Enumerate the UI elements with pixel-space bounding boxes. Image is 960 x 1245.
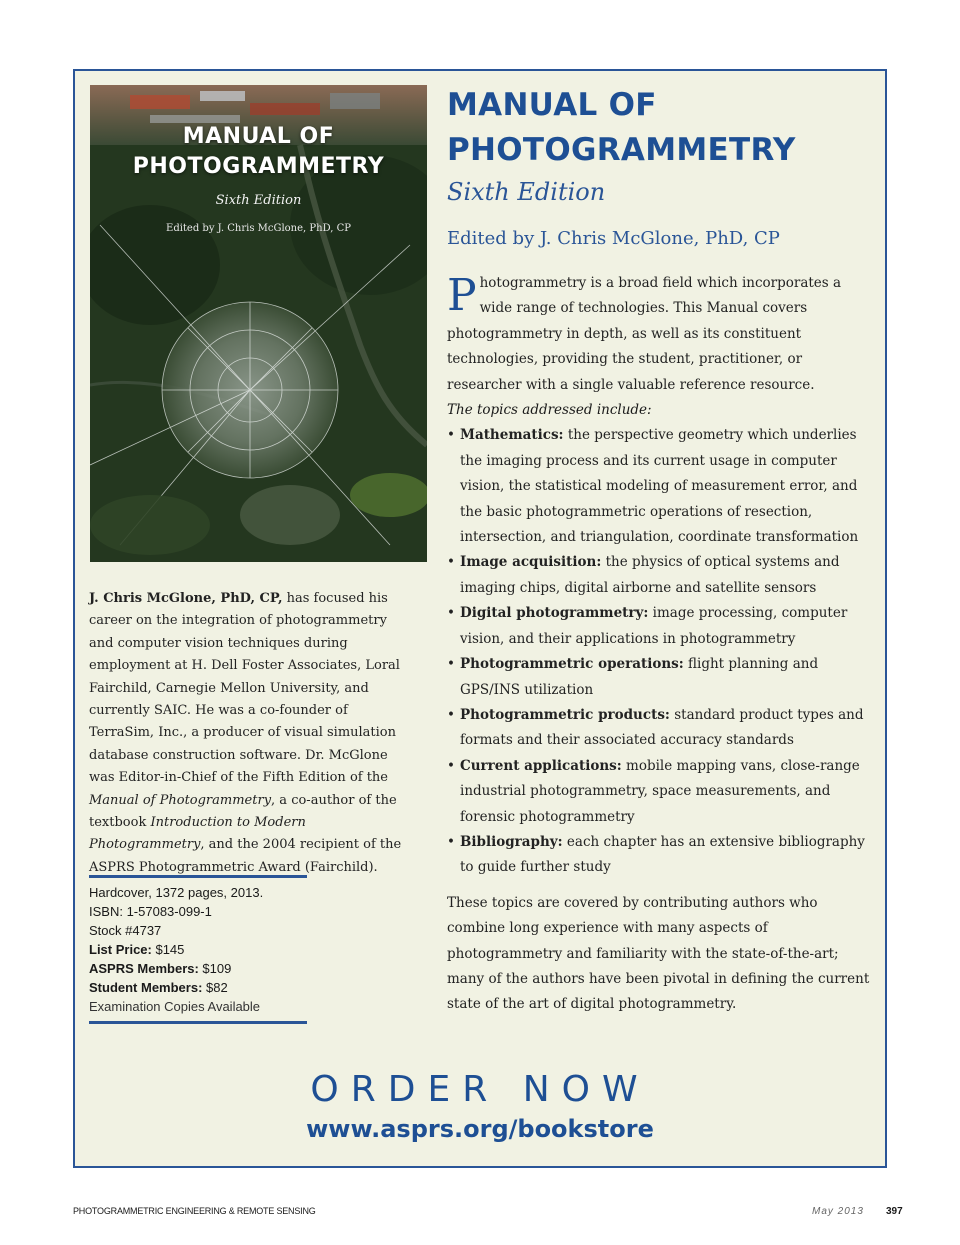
bio-book-1: Manual of Photogrammetry bbox=[89, 792, 272, 808]
specs-bottom-rule bbox=[89, 1021, 307, 1024]
topic-label: Image acquisition: bbox=[460, 554, 602, 571]
topic-label: Current applications: bbox=[460, 757, 622, 774]
book-specs bbox=[89, 883, 329, 1016]
cover-edition: Sixth Edition bbox=[215, 193, 302, 208]
specs-top-rule bbox=[89, 875, 307, 878]
bookstore-link[interactable]: www.asprs.org/bookstore bbox=[306, 1115, 654, 1143]
bio-text-3: , and the 2004 recipient of the ASPRS Photogrammetric Award (Fairchild). bbox=[89, 837, 402, 875]
list-item bbox=[447, 550, 877, 601]
member-price-value: $109 bbox=[198, 961, 232, 976]
topic-text: standard product types and formats and their associated accuracy standards bbox=[460, 706, 864, 749]
bio-text-1: has focused his career on the integration of photogrammetry and computer vision techniques during employment at H. Dell Foster Associates, Loral Fairchild, Carnegie Mellon University, and currently SAIC. He was a co-founder of TerraSim, Inc., a producer of visual simulation database construction software. Dr. McGlone was Editor-in-Chief of the Fifth Edition of the bbox=[89, 591, 400, 786]
topics-list bbox=[447, 423, 877, 880]
topic-label: Mathematics: bbox=[460, 427, 564, 444]
list-item bbox=[447, 754, 877, 830]
list-item bbox=[447, 423, 877, 550]
bio-text-2: , a co-author of the textbook bbox=[89, 792, 397, 831]
topics-heading: The topics addressed include: bbox=[447, 402, 652, 419]
drop-cap: P bbox=[447, 270, 477, 321]
cover-editor: Edited by J. Chris McGlone, PhD, CP bbox=[166, 223, 351, 234]
spec-list-price bbox=[89, 940, 329, 959]
topic-text: each chapter has an extensive bibliography to guide further study bbox=[460, 833, 865, 876]
spec-student-price bbox=[89, 978, 329, 997]
spec-format: Hardcover, 1372 pages, 2013. bbox=[89, 885, 264, 900]
cover-title-line1: MANUAL OF bbox=[182, 124, 335, 149]
student-price-value: $82 bbox=[202, 980, 228, 995]
topic-text: mobile mapping vans, close-range industrial photogrammetry, space measurements, and forensic photogrammetry bbox=[460, 757, 860, 825]
cover-title-line2: PHOTOGRAMMETRY bbox=[132, 154, 385, 179]
topic-label: Photogrammetric operations: bbox=[460, 656, 684, 673]
main-title-line2: PHOTOGRAMMETRY bbox=[447, 132, 796, 168]
topic-text: flight planning and GPS/INS utilization bbox=[460, 656, 819, 698]
spec-exam-copies: Examination Copies Available bbox=[89, 999, 261, 1014]
closing-paragraph: These topics are covered by contributing authors who combine long experience with many aspects of photogrammetry and familiarity with the state-of-the-art; many of the authors have been pivotal in defining the current state of the art of digital photogrammetry. bbox=[447, 894, 870, 1013]
list-price-label: List Price: bbox=[89, 942, 152, 957]
spec-isbn: ISBN: 1-57083-099-1 bbox=[89, 904, 212, 919]
order-now-heading: ORDER NOW bbox=[310, 1069, 650, 1110]
intro-paragraph bbox=[447, 271, 877, 398]
list-item bbox=[447, 830, 877, 881]
list-item bbox=[447, 652, 877, 703]
topic-text: the physics of optical systems and imaging chips, digital airborne and satellite sensors bbox=[460, 554, 840, 596]
list-item bbox=[447, 601, 877, 652]
main-title-line1: MANUAL OF bbox=[447, 87, 657, 123]
student-price-label: Student Members: bbox=[89, 980, 203, 995]
list-item bbox=[447, 703, 877, 754]
topic-text: the perspective geometry which underlies the imaging process and its current usage in computer vision, the statistical modeling of measurement error, and the basic photogrammetric operations of resection, intersection, and triangulation, coordinate transformation bbox=[460, 427, 859, 546]
list-price-value: $145 bbox=[151, 942, 185, 957]
main-editor: Edited by J. Chris McGlone, PhD, CP bbox=[447, 228, 780, 249]
bio-book-2: Introduction to Modern Photogrammetry bbox=[89, 815, 306, 853]
topic-label: Digital photogrammetry: bbox=[460, 605, 649, 622]
intro-text: hotogrammetry is a broad field which incorporates a wide range of technologies. This Manual covers photogrammetry in depth, as well as its constituent technologies, providing the student, practitioner, or researcher with a single valuable reference resource. bbox=[447, 275, 842, 393]
editor-biography bbox=[89, 588, 409, 879]
topic-label: Bibliography: bbox=[460, 833, 563, 850]
spec-member-price bbox=[89, 959, 329, 978]
topic-label: Photogrammetric products: bbox=[460, 706, 670, 723]
main-edition: Sixth Edition bbox=[447, 178, 606, 206]
book-cover-image bbox=[90, 85, 427, 562]
spec-stock: Stock #4737 bbox=[89, 923, 162, 938]
member-price-label: ASPRS Members: bbox=[89, 961, 199, 976]
bio-name: J. Chris McGlone, PhD, CP, bbox=[89, 591, 283, 606]
topic-text: image processing, computer vision, and their applications in photogrammetry bbox=[460, 605, 848, 647]
main-description bbox=[447, 83, 877, 1018]
footer-date: May 2013 bbox=[812, 1206, 864, 1217]
footer-page-number: 397 bbox=[886, 1206, 903, 1217]
footer-journal-name: PHOTOGRAMMETRIC ENGINEERING & REMOTE SENSING bbox=[73, 1206, 316, 1216]
advertisement-box bbox=[73, 69, 887, 1168]
